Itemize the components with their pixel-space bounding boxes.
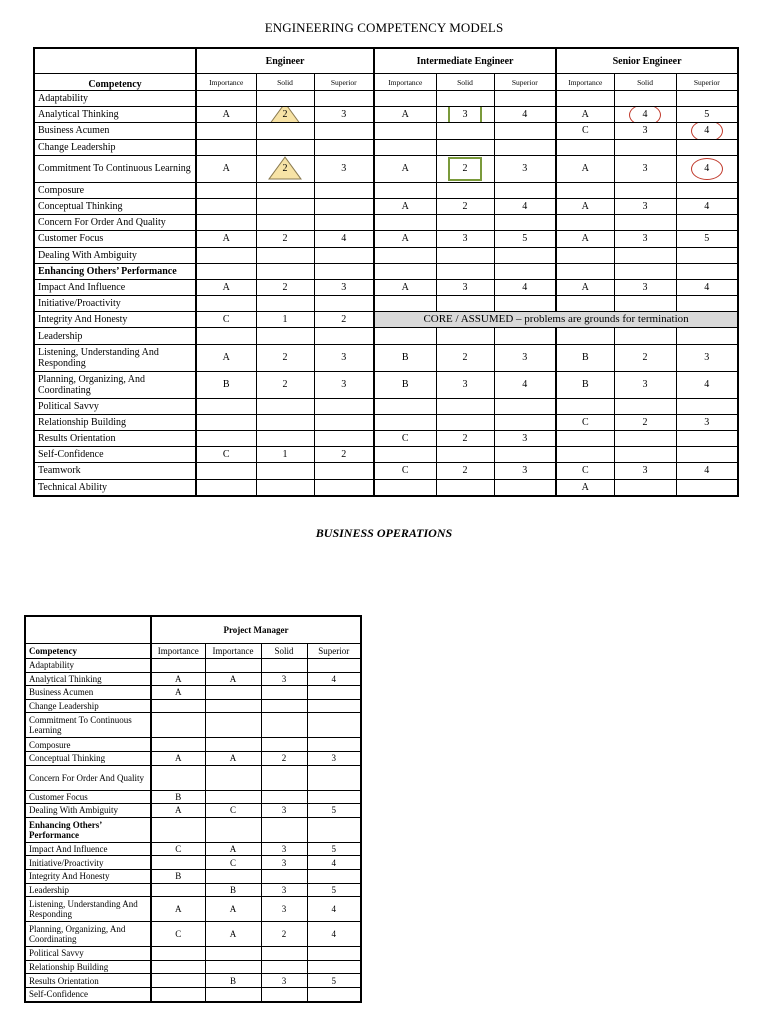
competency-label: Composure [34, 182, 196, 198]
value-cell: B [205, 974, 261, 988]
table-row [34, 414, 738, 430]
value-cell: C [196, 312, 256, 328]
value-cell: 2 [256, 231, 314, 247]
value-cell: 2 [256, 279, 314, 295]
competency-label: Impact And Influence [34, 279, 196, 295]
competency-label: Enhancing Others’ Performance [34, 263, 196, 279]
value-cell: 3 [314, 344, 374, 371]
value-cell: 3 [314, 371, 374, 398]
competency-label: Composure [25, 738, 151, 752]
value-cell: 2 [614, 344, 676, 371]
value-cell: 5 [307, 883, 361, 897]
value-cell: 4 [307, 672, 361, 686]
table-row [25, 713, 361, 738]
value-cell: A [374, 107, 436, 123]
competency-label: Change Leadership [34, 139, 196, 155]
value-cell: 4 [494, 371, 556, 398]
group-header-intermediate-engineer: Intermediate Engineer [374, 48, 556, 74]
competency-label: Commitment To Continuous Learning [25, 713, 151, 738]
value-cell: A [196, 344, 256, 371]
group-header-engineer: Engineer [196, 48, 374, 74]
table-row [34, 279, 738, 295]
value-cell: A [151, 751, 205, 765]
competency-label: Customer Focus [25, 790, 151, 804]
value-cell: A [556, 155, 614, 182]
value-cell-highlighted: 2 [256, 155, 314, 182]
group-header-project-manager: Project Manager [151, 616, 361, 644]
value-cell: 3 [494, 463, 556, 479]
value-cell: A [151, 686, 205, 700]
value-cell: B [151, 869, 205, 883]
value-cell: C [556, 123, 614, 139]
value-cell: 4 [494, 198, 556, 214]
value-cell: 4 [494, 107, 556, 123]
value-cell: 1 [256, 447, 314, 463]
value-cell: 2 [436, 463, 494, 479]
sub-header-importance: Importance [556, 74, 614, 91]
value-cell: A [374, 279, 436, 295]
table-row [25, 974, 361, 988]
value-cell: 2 [256, 344, 314, 371]
value-cell: 4 [676, 371, 738, 398]
competency-label: Change Leadership [25, 699, 151, 713]
value-cell: C [196, 447, 256, 463]
value-cell: 3 [614, 371, 676, 398]
competency-label: Political Savvy [34, 398, 196, 414]
sub-header-solid: Solid [261, 644, 307, 659]
table-row [25, 765, 361, 790]
competency-label: Customer Focus [34, 231, 196, 247]
value-cell: 3 [614, 463, 676, 479]
competency-label: Technical Ability [34, 479, 196, 496]
value-cell: B [196, 371, 256, 398]
table-row [25, 699, 361, 713]
value-cell: A [151, 897, 205, 922]
value-cell: 2 [256, 371, 314, 398]
table-row [34, 312, 738, 328]
value-cell: B [374, 344, 436, 371]
value-cell: A [374, 198, 436, 214]
competency-label: Dealing With Ambiguity [25, 804, 151, 818]
value-cell: 3 [494, 431, 556, 447]
sub-header-importance: Importance [196, 74, 256, 91]
table-row [25, 947, 361, 961]
table-row [34, 139, 738, 155]
table-row [25, 738, 361, 752]
table-row [34, 155, 738, 182]
table-row [34, 91, 738, 107]
value-cell: 4 [676, 198, 738, 214]
competency-label: Conceptual Thinking [25, 751, 151, 765]
competency-label: Self-Confidence [25, 987, 151, 1001]
value-cell: 3 [614, 155, 676, 182]
value-cell: 3 [261, 974, 307, 988]
table-row [34, 398, 738, 414]
table-row [34, 231, 738, 247]
table-row [34, 431, 738, 447]
competency-label: Results Orientation [34, 431, 196, 447]
value-cell: C [205, 856, 261, 870]
section-title: BUSINESS OPERATIONS [315, 526, 453, 540]
value-cell: A [196, 155, 256, 182]
table-row [34, 328, 738, 344]
value-cell: A [196, 231, 256, 247]
value-cell: A [205, 897, 261, 922]
table-row [25, 842, 361, 856]
value-cell: C [556, 463, 614, 479]
value-cell: 3 [676, 414, 738, 430]
table-row [25, 960, 361, 974]
value-cell: B [374, 371, 436, 398]
competency-label: Leadership [25, 883, 151, 897]
table-row [34, 123, 738, 139]
value-cell: C [151, 842, 205, 856]
value-cell: 3 [494, 344, 556, 371]
value-cell: 5 [307, 974, 361, 988]
table-row [34, 463, 738, 479]
value-cell-highlighted: 2 [436, 155, 494, 182]
value-cell: 5 [307, 842, 361, 856]
value-cell: 3 [261, 804, 307, 818]
table-row [25, 856, 361, 870]
value-cell: 3 [614, 198, 676, 214]
value-cell: A [196, 279, 256, 295]
value-cell: 3 [676, 344, 738, 371]
competency-label: Political Savvy [25, 947, 151, 961]
value-cell: A [374, 231, 436, 247]
value-cell: 4 [676, 279, 738, 295]
competency-label: Adaptability [25, 659, 151, 673]
value-cell: A [205, 672, 261, 686]
value-cell: 3 [614, 231, 676, 247]
value-cell: B [556, 371, 614, 398]
competency-label: Dealing With Ambiguity [34, 247, 196, 263]
competency-label: Results Orientation [25, 974, 151, 988]
competency-label: Adaptability [34, 91, 196, 107]
table-row [25, 790, 361, 804]
value-cell: 3 [436, 279, 494, 295]
sub-header-superior: Superior [676, 74, 738, 91]
value-cell: B [151, 790, 205, 804]
table-row [34, 479, 738, 496]
table-row [25, 922, 361, 947]
competency-label: Leadership [34, 328, 196, 344]
table-row [34, 447, 738, 463]
sub-header-importance: Importance [374, 74, 436, 91]
value-cell: 2 [261, 751, 307, 765]
table-row [25, 817, 361, 842]
table-row [34, 215, 738, 231]
value-cell: A [556, 231, 614, 247]
table-row [25, 659, 361, 673]
competency-label: Listening, Understanding And Responding [34, 344, 196, 371]
value-cell: 2 [261, 922, 307, 947]
value-cell: 3 [314, 279, 374, 295]
competency-label: Concern For Order And Quality [25, 765, 151, 790]
competency-label: Analytical Thinking [25, 672, 151, 686]
competency-header: Competency [25, 644, 151, 659]
value-cell: A [196, 107, 256, 123]
core-assumed-note: CORE / ASSUMED – problems are grounds for termination [374, 312, 738, 328]
table-row [25, 987, 361, 1001]
value-cell: 3 [307, 751, 361, 765]
value-cell: 4 [307, 856, 361, 870]
competency-label: Commitment To Continuous Learning [34, 155, 196, 182]
value-cell: 3 [436, 371, 494, 398]
value-cell: A [556, 107, 614, 123]
value-cell-highlighted: 2 [256, 107, 314, 123]
blank-header-cell [25, 616, 151, 644]
value-cell: 5 [676, 231, 738, 247]
value-cell: C [374, 431, 436, 447]
value-cell-highlighted: 4 [676, 155, 738, 182]
sub-header-solid: Solid [436, 74, 494, 91]
table-row [34, 263, 738, 279]
sub-header-superior: Superior [307, 644, 361, 659]
value-cell: 2 [436, 198, 494, 214]
competency-label: Integrity And Honesty [34, 312, 196, 328]
table-row [25, 804, 361, 818]
value-cell: 2 [436, 431, 494, 447]
group-header-senior-engineer: Senior Engineer [556, 48, 738, 74]
sub-header-superior: Superior [314, 74, 374, 91]
value-cell: 3 [261, 842, 307, 856]
value-cell: 2 [314, 312, 374, 328]
page-title: ENGINEERING COMPETENCY MODELS [264, 20, 504, 35]
table-row [34, 344, 738, 371]
competency-label: Initiative/Proactivity [34, 296, 196, 312]
engineering-competency-table [33, 47, 739, 497]
table-row [25, 883, 361, 897]
sub-header-importance: Importance [205, 644, 261, 659]
value-cell-highlighted: 4 [614, 107, 676, 123]
competency-label: Enhancing Others’ Performance [25, 817, 151, 842]
competency-label: Initiative/Proactivity [25, 856, 151, 870]
value-cell: A [374, 155, 436, 182]
table-row [34, 371, 738, 398]
value-cell: 3 [261, 897, 307, 922]
table-row [34, 182, 738, 198]
value-cell: 2 [436, 344, 494, 371]
blank-header-cell [34, 48, 196, 74]
value-cell: 2 [314, 447, 374, 463]
value-cell-highlighted: 4 [676, 123, 738, 139]
value-cell: 3 [494, 155, 556, 182]
value-cell: C [151, 922, 205, 947]
competency-label: Concern For Order And Quality [34, 215, 196, 231]
competency-label: Business Acumen [34, 123, 196, 139]
value-cell: 5 [676, 107, 738, 123]
sub-header-superior: Superior [494, 74, 556, 91]
table-row [34, 198, 738, 214]
sub-header-solid: Solid [256, 74, 314, 91]
value-cell: 2 [614, 414, 676, 430]
value-cell: C [374, 463, 436, 479]
competency-label: Planning, Organizing, And Coordinating [25, 922, 151, 947]
value-cell: 4 [676, 463, 738, 479]
value-cell: 4 [314, 231, 374, 247]
value-cell: 1 [256, 312, 314, 328]
sub-header-solid: Solid [614, 74, 676, 91]
table-row [25, 869, 361, 883]
competency-label: Relationship Building [34, 414, 196, 430]
competency-label: Relationship Building [25, 960, 151, 974]
competency-label: Impact And Influence [25, 842, 151, 856]
value-cell: 5 [494, 231, 556, 247]
value-cell: A [205, 922, 261, 947]
value-cell: 3 [314, 107, 374, 123]
table-row [25, 672, 361, 686]
value-cell: 3 [614, 123, 676, 139]
value-cell-highlighted: 3 [436, 107, 494, 123]
table-row [25, 751, 361, 765]
value-cell: A [151, 804, 205, 818]
value-cell: C [556, 414, 614, 430]
value-cell: A [556, 479, 614, 496]
value-cell: 3 [314, 155, 374, 182]
value-cell: 4 [494, 279, 556, 295]
table-row [25, 897, 361, 922]
value-cell: B [556, 344, 614, 371]
value-cell: 4 [307, 897, 361, 922]
value-cell: 3 [614, 279, 676, 295]
value-cell: A [556, 198, 614, 214]
table-row [34, 296, 738, 312]
competency-label: Self-Confidence [34, 447, 196, 463]
competency-header: Competency [34, 74, 196, 91]
competency-label: Conceptual Thinking [34, 198, 196, 214]
project-manager-competency-table [24, 615, 362, 1003]
competency-label: Planning, Organizing, And Coordinating [34, 371, 196, 398]
value-cell: A [205, 842, 261, 856]
value-cell: B [205, 883, 261, 897]
table-row [25, 686, 361, 700]
competency-label: Business Acumen [25, 686, 151, 700]
value-cell: 3 [261, 856, 307, 870]
table-row [34, 247, 738, 263]
sub-header-importance: Importance [151, 644, 205, 659]
value-cell: 3 [436, 231, 494, 247]
competency-label: Listening, Understanding And Responding [25, 897, 151, 922]
value-cell: 3 [261, 883, 307, 897]
value-cell: A [151, 672, 205, 686]
value-cell: 5 [307, 804, 361, 818]
competency-label: Integrity And Honesty [25, 869, 151, 883]
value-cell: A [556, 279, 614, 295]
value-cell: A [205, 751, 261, 765]
value-cell: 4 [307, 922, 361, 947]
value-cell: 3 [261, 672, 307, 686]
table-row [34, 107, 738, 123]
value-cell: C [205, 804, 261, 818]
competency-label: Analytical Thinking [34, 107, 196, 123]
competency-label: Teamwork [34, 463, 196, 479]
